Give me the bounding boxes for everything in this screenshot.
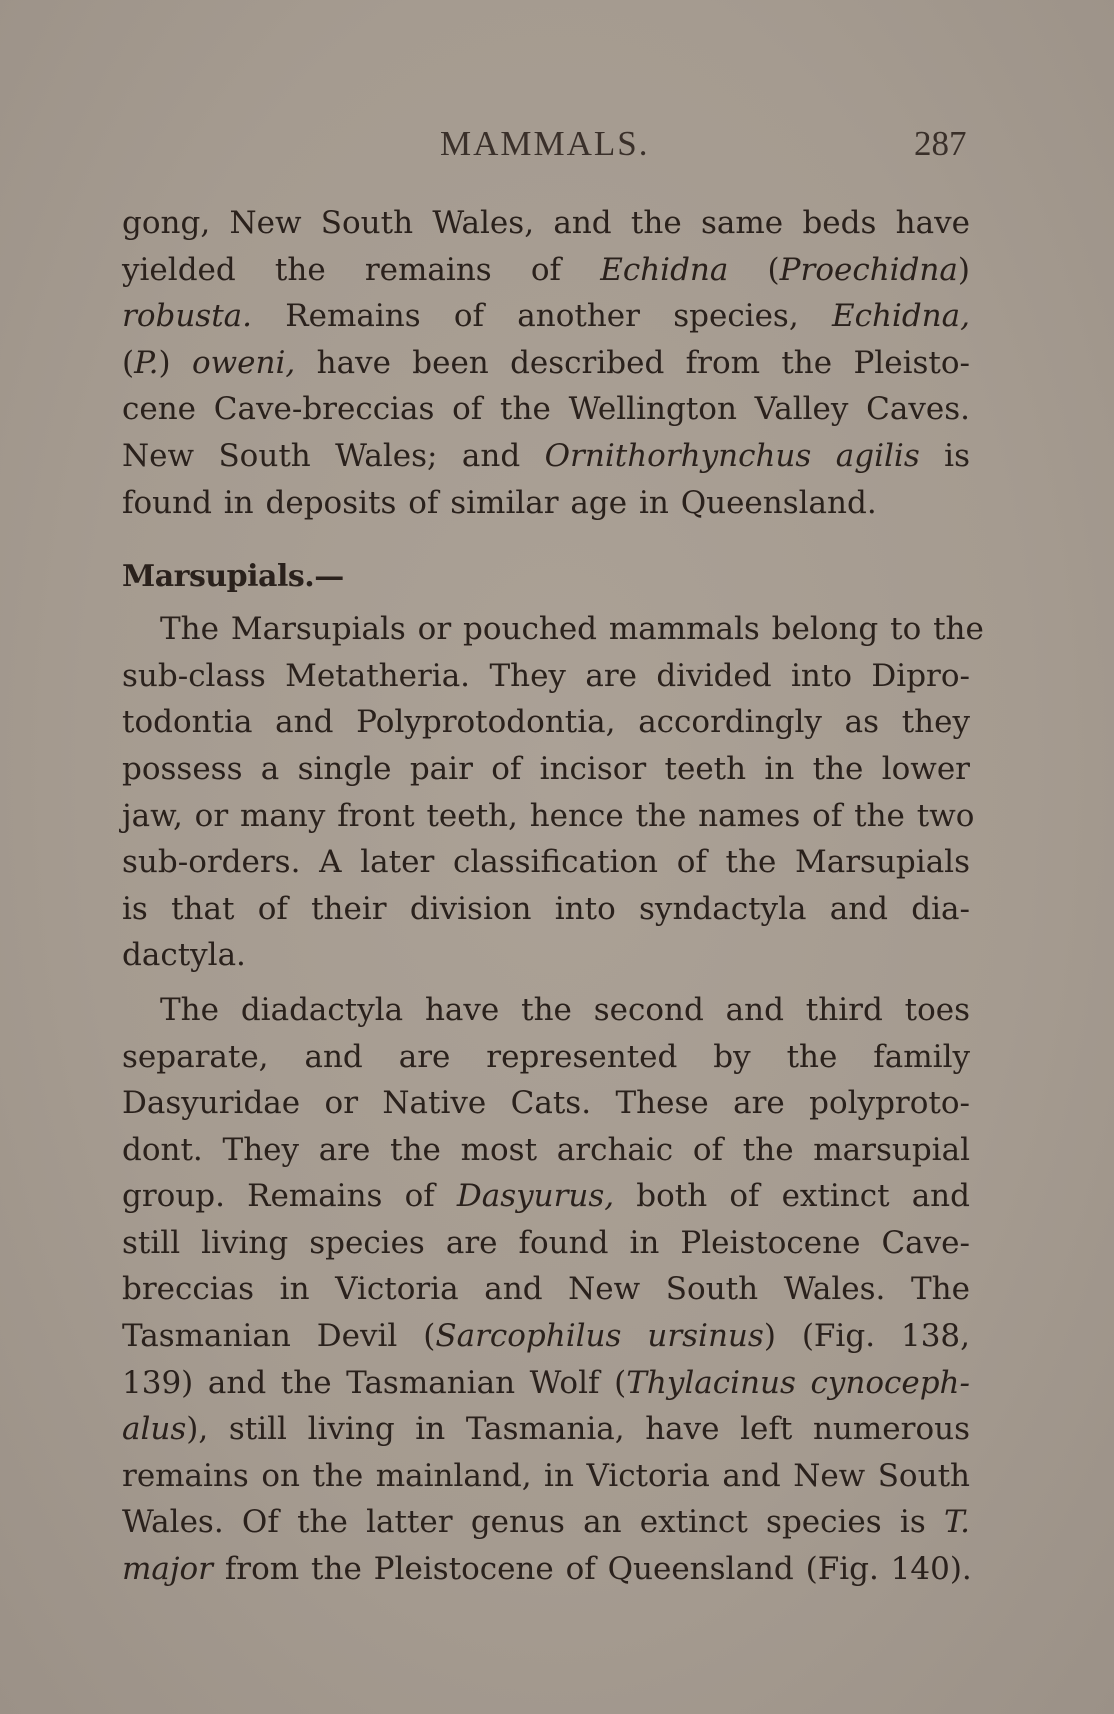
text-line: gong, New South Wales, and the same beds have [122,205,970,241]
body-text [122,200,984,1593]
text-line: 139) and the Tasmanian Wolf (Thylacinus cynoceph- [122,1364,970,1401]
taxon-name: Echidna [600,251,729,288]
text-line: The Marsupials or pouched mammals belong to the [160,611,984,648]
text-line: dactyla. [122,937,246,974]
text-line: major from the Pleistocene of Queensland (Fig. 140). [122,1551,972,1588]
page-number: 287 [914,124,967,163]
paragraph-gap [122,979,970,987]
taxon-name: Thylacinus cynoceph- [626,1364,970,1401]
taxon-name: Echidna, [831,298,970,335]
text-line: separate, and are represented by the family [122,1038,970,1075]
text-line: sub-class Metatheria. They are divided into Dipro- [122,657,970,694]
text-line: alus), still living in Tasmania, have left numerous [122,1411,970,1448]
running-head [0,124,1114,174]
text-line: todontia and Polyprotodontia, accordingly as they [122,704,970,741]
text-line: The diadactyla have the second and third toes [160,991,970,1028]
text-line: (P.) oweni, have been described from the Pleisto- [122,344,970,381]
text-line: robusta. Remains of another species, Echidna, [122,298,970,335]
taxon-name: oweni, [191,344,296,381]
text-line: New South Wales; and Ornithorhynchus agilis is [122,437,971,474]
text-line: yielded the remains of Echidna (Proechidna) [122,251,970,288]
text-line: found in deposits of similar age in Queensland. [122,484,877,521]
taxon-name: P. [134,344,159,381]
taxon-name: Ornithorhynchus agilis [544,437,920,474]
text-line: remains on the mainland, in Victoria and New South [122,1457,970,1494]
text-line: still living species are found in Pleistocene Cave- [122,1224,970,1261]
text-line: group. Remains of Dasyurus, both of extinct and [122,1178,970,1215]
text-line: possess a single pair of incisor teeth in the lower [122,750,970,787]
taxon-name: alus [122,1411,187,1448]
text-line: Dasyuridae or Native Cats. These are polyproto- [122,1085,970,1122]
text-line: Wales. Of the latter genus an extinct species is T. [122,1504,970,1541]
text-line: Tasmanian Devil (Sarcophilus ursinus) (Fig. 138, [122,1318,970,1355]
taxon-name: robusta. [122,298,252,335]
text-line: cene Cave-breccias of the Wellington Valley Caves. [122,391,970,428]
taxon-name: major [122,1551,213,1588]
running-title: MAMMALS. [440,124,650,163]
text-line: jaw, or many front teeth, hence the names of the two [122,797,975,834]
text-line: breccias in Victoria and New South Wales. The [122,1271,970,1308]
text-line: is that of their division into syndactyla and dia- [122,890,970,927]
text-line: sub-orders. A later classification of the Marsupials [122,844,970,881]
section-heading: Marsupials.— [122,559,344,595]
text-line: dont. They are the most archaic of the marsupial [122,1131,970,1168]
taxon-name: Dasyurus, [456,1178,615,1215]
taxon-name: Proechidna [779,251,958,288]
taxon-name: T. [944,1504,970,1541]
taxon-name: Sarcophilus ursinus [435,1318,764,1355]
